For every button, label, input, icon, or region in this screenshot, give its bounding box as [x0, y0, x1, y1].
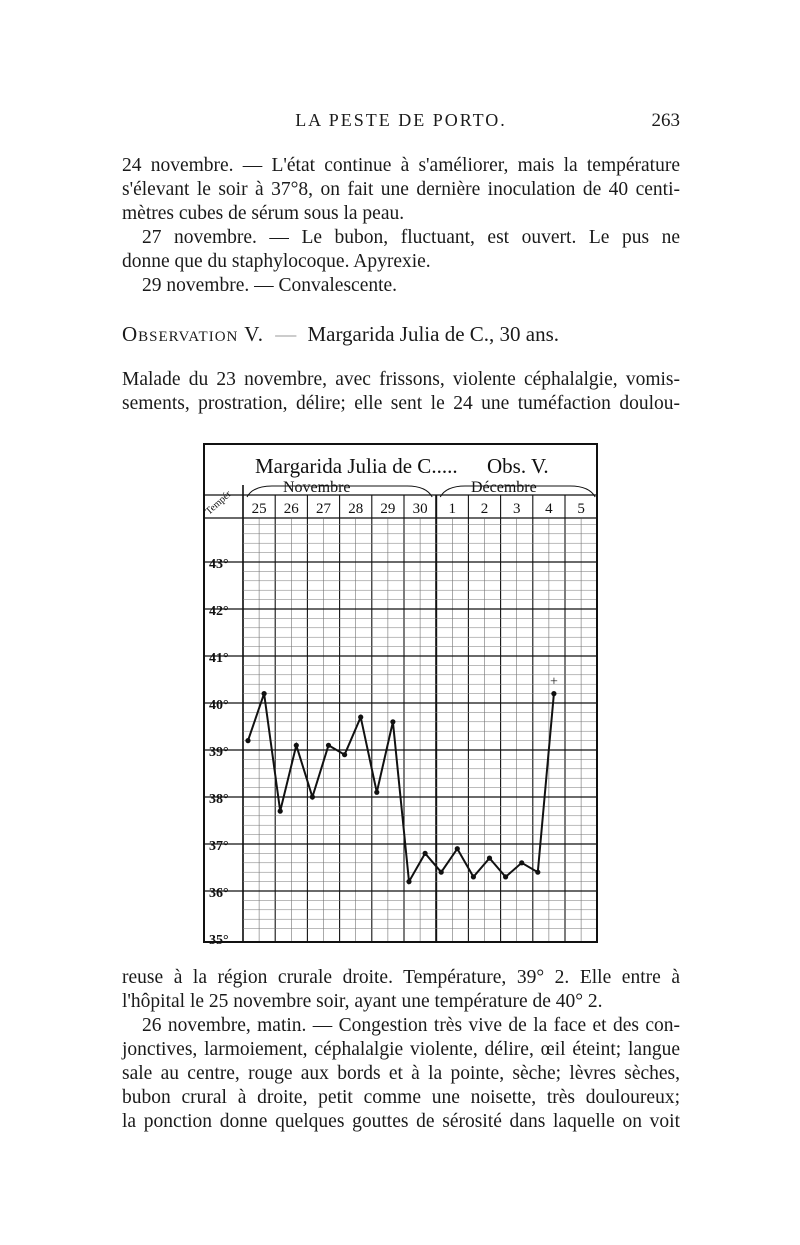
temperature-point — [374, 790, 379, 795]
temperature-point — [439, 870, 444, 875]
page-number: 263 — [651, 110, 680, 131]
text-line: reuse à la région crurale droite. Température, 39° 2. Elle entre à — [122, 967, 680, 988]
text-line: 26 novembre, matin. — Congestion très vive de la face et des con- — [142, 1015, 680, 1036]
text-line: jonctives, larmoiement, céphalalgie violente, délire, œil éteint; langue — [122, 1039, 680, 1060]
y-tick-label: 41° — [209, 651, 229, 666]
temperature-point — [326, 743, 331, 748]
y-tick-label: 38° — [209, 792, 229, 807]
y-tick-label: 36° — [209, 886, 229, 901]
temperature-point — [471, 874, 476, 879]
day-label: 28 — [348, 501, 364, 517]
day-label: 4 — [545, 501, 553, 517]
day-label: 29 — [380, 501, 396, 517]
day-label: 26 — [283, 501, 299, 517]
text-line: Malade du 23 novembre, avec frissons, violente céphalalgie, vomis- — [122, 369, 680, 390]
observation-label: Observation V. — [122, 322, 264, 346]
temperature-point — [358, 715, 363, 720]
corner-label: Tempér — [203, 488, 234, 518]
day-label: 25 — [251, 501, 267, 517]
temperature-point — [245, 738, 250, 743]
text-line: s'élevant le soir à 37°8, on fait une dernière inoculation de 40 centi- — [122, 179, 680, 200]
death-mark: + — [549, 674, 558, 690]
y-tick-label: 43° — [209, 557, 229, 572]
day-label: 5 — [577, 501, 585, 517]
text-line: bubon crural à droite, petit comme une noisette, très douloureux; — [122, 1087, 680, 1108]
month-label-novembre: Novembre — [283, 479, 351, 496]
temperature-point — [406, 879, 411, 884]
temperature-point — [278, 809, 283, 814]
running-title: LA PESTE DE PORTO. — [295, 110, 507, 130]
temperature-point — [310, 794, 315, 799]
day-label: 3 — [512, 501, 521, 517]
temperature-point — [519, 860, 524, 865]
day-label: 1 — [448, 501, 457, 517]
temperature-point — [487, 856, 492, 861]
text-line: mètres cubes de sérum sous la peau. — [122, 203, 405, 224]
y-tick-label: 39° — [209, 745, 229, 760]
text-line: donne que du staphylocoque. Apyrexie. — [122, 251, 431, 272]
y-tick-label: 35° — [209, 933, 229, 948]
text-line: 29 novembre. — Convalescente. — [142, 275, 398, 296]
y-tick-label: 42° — [209, 604, 229, 619]
day-label: 2 — [480, 501, 489, 517]
temperature-point — [342, 752, 347, 757]
text-line: sale au centre, rouge aux bords et à la pointe, sèche; lèvres sèches, — [122, 1063, 680, 1084]
chart-obs-label: Obs. V. — [487, 454, 549, 478]
text-line: 27 novembre. — Le bubon, fluctuant, est ouvert. Le pus ne — [142, 227, 680, 248]
temperature-point — [503, 874, 508, 879]
bottom-paragraph — [122, 966, 680, 1134]
temperature-point — [423, 851, 428, 856]
text-line: l'hôpital le 25 novembre soir, ayant une température de 40° 2. — [122, 991, 603, 1012]
text-line: 24 novembre. — L'état continue à s'améliorer, mais la température — [122, 155, 680, 176]
observation-patient: Margarida Julia de C., 30 ans. — [307, 322, 560, 346]
temperature-point — [294, 743, 299, 748]
temperature-point — [551, 691, 556, 696]
day-labels — [252, 501, 585, 517]
temperature-point — [455, 846, 460, 851]
day-label: 27 — [316, 501, 331, 517]
day-label: 30 — [412, 501, 428, 517]
temperature-point — [390, 719, 395, 724]
y-tick-labels — [209, 557, 229, 948]
y-tick-label: 37° — [209, 839, 229, 854]
temperature-point — [535, 870, 540, 875]
y-tick-label: 40° — [209, 698, 229, 713]
chart-title: Margarida Julia de C..... — [255, 454, 458, 478]
observation-dash: — — [275, 322, 297, 346]
text-line: sements, prostration, délire; elle sent le 24 une tuméfaction doulou- — [122, 393, 680, 414]
month-label-decembre: Décembre — [471, 479, 537, 496]
text-line: la ponction donne quelques gouttes de sérosité dans laquelle on voit — [122, 1111, 680, 1132]
temperature-point — [262, 691, 267, 696]
